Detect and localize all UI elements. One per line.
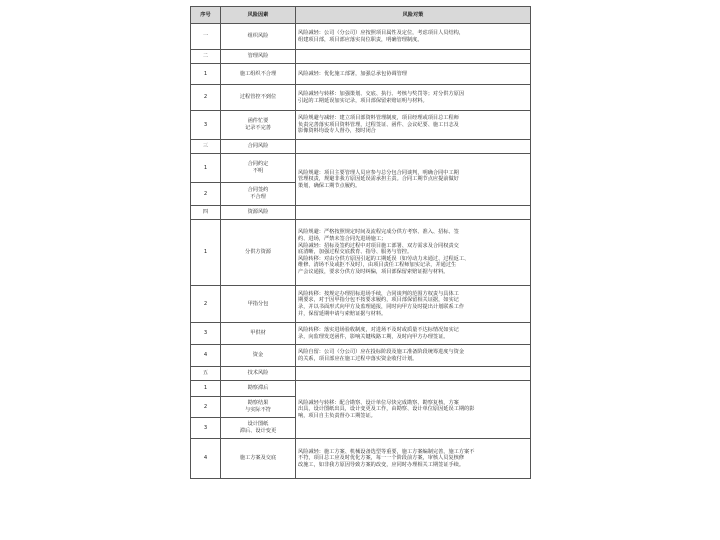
row-number: 3 — [191, 323, 221, 345]
table-row — [191, 24, 531, 50]
risk-factor-cell — [221, 367, 296, 381]
row-number: 2 — [191, 85, 221, 111]
risk-measure-text: 风险转移：按规定办理招标进场手续，合同谈判的范围方权责与具体工 — [298, 290, 459, 297]
risk-measure-cell — [296, 381, 531, 439]
risk-measure-cell — [296, 50, 531, 64]
risk-factor-cell — [221, 206, 296, 220]
risk-measure-text: 风险转移：落实进场验收制度，对进场不及时或质量不达标情况如实记 — [298, 326, 459, 333]
risk-factor-cell — [221, 85, 296, 111]
row-number: 四 — [191, 206, 221, 220]
risk-measure-text: 并，保留延期申请与索赔证据与材料。 — [298, 310, 387, 317]
risk-factor-cell — [221, 439, 296, 479]
risk-factor-text: 滞后、设计变更 — [239, 428, 277, 434]
risk-measure-text: 风险规避：严格按照规定时间及流程完成分供方考察、准入、招标、签 — [298, 229, 459, 236]
header-risk-factor: 风险因素 — [221, 7, 296, 24]
risk-factor-text: 合同约定 — [247, 161, 269, 168]
risk-factor-text: 记录不完善 — [245, 125, 271, 131]
risk-measure-text: 管理权责，规避非我方原因延误需承担主责。合同工期节点应提前做好 — [298, 176, 459, 183]
risk-factor-text: 甲供材 — [250, 330, 266, 337]
risk-measure-text: 风险减轻与转移：加强策划、交底、执行、考核与奖罚等；对分供方原因 — [298, 90, 465, 97]
risk-measure-text: 风险减轻：优化施工部署，加强总承包协调管理 — [298, 70, 407, 77]
table-header-row — [191, 7, 531, 24]
risk-factor-text: 设计图纸 — [247, 421, 269, 428]
risk-factor-cell — [221, 140, 296, 154]
risk-measure-text: 期要求，对于因甲指分包不按要求履约，项目部保留相关证据，如实记 — [298, 297, 459, 304]
risk-factor-text: 合同签约 — [247, 187, 269, 194]
risk-factor-cell — [221, 111, 296, 140]
table-row — [191, 154, 531, 183]
risk-measure-text: 风险规避：项目主要管理人员应参与总分包合同谈判，明确合同中工期 — [298, 169, 459, 176]
risk-measure-cell — [296, 85, 531, 111]
risk-factor-cell — [221, 50, 296, 64]
risk-factor-text: 过程管控不到位 — [239, 94, 277, 101]
risk-measure-text: 出具，设计图纸出具，设计变更及工作，由勘察、设计单位原因延误工期的影 — [298, 406, 475, 413]
table-row — [191, 286, 531, 323]
risk-factor-text: 技术风险 — [247, 370, 269, 377]
risk-measure-text: 引起的工期延误加实记录，项目部保留索赔证明与材料。 — [298, 97, 428, 104]
risk-measure-text: 组建项目部，项目部应落实岗位职责，明确管理制度。 — [298, 36, 423, 43]
table-row — [191, 140, 531, 154]
risk-measure-text: 负责完善落实项目资料管理，过程签证、函件、会议纪要、施工日志及 — [298, 121, 459, 128]
risk-factor-cell — [221, 64, 296, 85]
risk-factor-text: 分供方资源 — [245, 249, 271, 256]
row-number: 3 — [191, 418, 221, 439]
risk-measure-cell — [296, 111, 531, 140]
risk-factor-text: 组织风险 — [247, 33, 269, 40]
risk-measure-text: 产会议通报，要求分供方及时纠偏，项目部保留索赔证据与材料。 — [298, 268, 449, 275]
risk-measure-cell — [296, 345, 531, 367]
table-row — [191, 345, 531, 367]
risk-factor-text: 勘察结果 — [247, 400, 269, 407]
risk-measure-text: 响，项目自主负责督办工期签证。 — [298, 412, 376, 419]
risk-measure-text: 风险转移：对由分供方原因引起的工期延误（如劳动力未通过、过程返工、 — [298, 255, 470, 262]
row-number: 1 — [191, 154, 221, 183]
risk-measure-cell — [296, 439, 531, 479]
row-number: 2 — [191, 286, 221, 323]
risk-measure-cell — [296, 140, 531, 154]
row-number: 1 — [191, 64, 221, 85]
risk-factor-text: 施工组织不合理 — [239, 70, 277, 77]
risk-measure-text: 改施工，如非我方原因导致方案的改变，应同时办理相关工期签证手续。 — [298, 461, 465, 468]
risk-measure-text: 不符，项目总工应及时优化方案，每一一个阶段前方案，审核人员复核修 — [298, 455, 465, 462]
risk-measure-cell — [296, 64, 531, 85]
row-number: 一 — [191, 24, 221, 50]
risk-measure-text: 风险减轻与转移：配合勘察、设计单位尽快完成勘察、勘察复核，方案 — [298, 399, 459, 406]
risk-factor-text: 合同风险 — [247, 143, 269, 150]
risk-factor-cell — [221, 154, 296, 183]
table-row — [191, 64, 531, 85]
row-number: 五 — [191, 367, 221, 381]
risk-measure-text: 风险减轻：招标及签约过程中对项目施工部署、双方需求及合同权责交 — [298, 242, 459, 249]
risk-factor-text: 资金 — [252, 352, 264, 359]
risk-measure-cell — [296, 220, 531, 286]
risk-factor-cell — [221, 381, 296, 397]
risk-measure-cell — [296, 154, 531, 206]
risk-factor-cell — [221, 345, 296, 367]
row-number: 4 — [191, 345, 221, 367]
risk-measure-text: 约、进场，严禁未签合同先进场施工； — [298, 236, 387, 243]
risk-measure-cell — [296, 367, 531, 381]
risk-factor-cell — [221, 418, 296, 439]
risk-factor-text: 资源风险 — [247, 209, 269, 216]
risk-factor-text: 不合理 — [250, 194, 266, 200]
table-row — [191, 439, 531, 479]
risk-factor-text: 与实际不符 — [245, 407, 271, 413]
risk-factor-text: 施工方案及交底 — [239, 455, 277, 462]
risk-factor-cell — [221, 397, 296, 418]
risk-measure-text: 影像资料均设专人督办，按时闭合 — [298, 128, 376, 135]
risk-factor-text: 管理风险 — [247, 53, 269, 60]
risk-factor-text: 甲指分包 — [247, 300, 269, 307]
table-row — [191, 367, 531, 381]
header-number: 序号 — [191, 7, 221, 24]
risk-factor-cell — [221, 183, 296, 206]
header-risk-measure: 风险对策 — [296, 7, 531, 24]
risk-factor-cell — [221, 323, 296, 345]
row-number: 1 — [191, 220, 221, 286]
risk-factor-text: 不明 — [252, 168, 264, 174]
risk-measure-text: 录，并以书面形式向甲方及监理通报，同时向甲方及时提出计划联系工作 — [298, 304, 465, 310]
risk-measure-text: 风险规避与减轻：建立项目部资料管理制度，项目经理或项目总工程师 — [298, 115, 459, 122]
table-row — [191, 206, 531, 220]
table-row — [191, 111, 531, 140]
risk-measure-cell — [296, 286, 531, 323]
table-row — [191, 220, 531, 286]
risk-measure-text: 风险减轻：施工方案、机械设备选型等重要，施工方案编制完善，施工方案不 — [298, 448, 475, 455]
row-number: 2 — [191, 183, 221, 206]
table-row — [191, 381, 531, 397]
risk-measure-text: 的关系，项目部应在施工过程中落实资金收付计划。 — [298, 355, 418, 362]
risk-measure-cell — [296, 323, 531, 345]
row-number: 4 — [191, 439, 221, 479]
risk-table — [190, 6, 531, 479]
risk-measure-text: 风险自留：公司（分公司）应在投标阶段及施工准备阶段统筹进度与资金 — [298, 348, 465, 355]
table-row — [191, 50, 531, 64]
risk-factor-cell — [221, 24, 296, 50]
risk-measure-cell — [296, 24, 531, 50]
row-number: 三 — [191, 140, 221, 154]
row-number: 1 — [191, 381, 221, 397]
table-row — [191, 323, 531, 345]
risk-table-document — [190, 6, 530, 479]
risk-measure-text: 风险减轻：公司（分公司）应按照项目属性及定位，考虑项目人员结构， — [298, 29, 465, 36]
risk-factor-cell — [221, 286, 296, 323]
row-number: 3 — [191, 111, 221, 140]
row-number: 2 — [191, 397, 221, 418]
risk-factor-cell — [221, 220, 296, 286]
risk-factor-text: 勘察滞后 — [247, 385, 269, 392]
risk-measure-cell — [296, 206, 531, 220]
table-row — [191, 85, 531, 111]
row-number: 二 — [191, 50, 221, 64]
risk-measure-text: 维修、清场不及或拒不及时），由项目责任工程师加实记录，并通过生 — [298, 262, 457, 269]
risk-measure-text: 录，向监理发送函件，影响关键线路工期，及时向甲方办理签证。 — [298, 333, 449, 340]
risk-measure-text: 底清晰，加强过程交底教育、指导、服务与管控。 — [298, 249, 413, 256]
risk-measure-text: 策划，确保工期节点履约。 — [298, 182, 361, 189]
risk-factor-text: 函件忙要 — [247, 118, 269, 125]
